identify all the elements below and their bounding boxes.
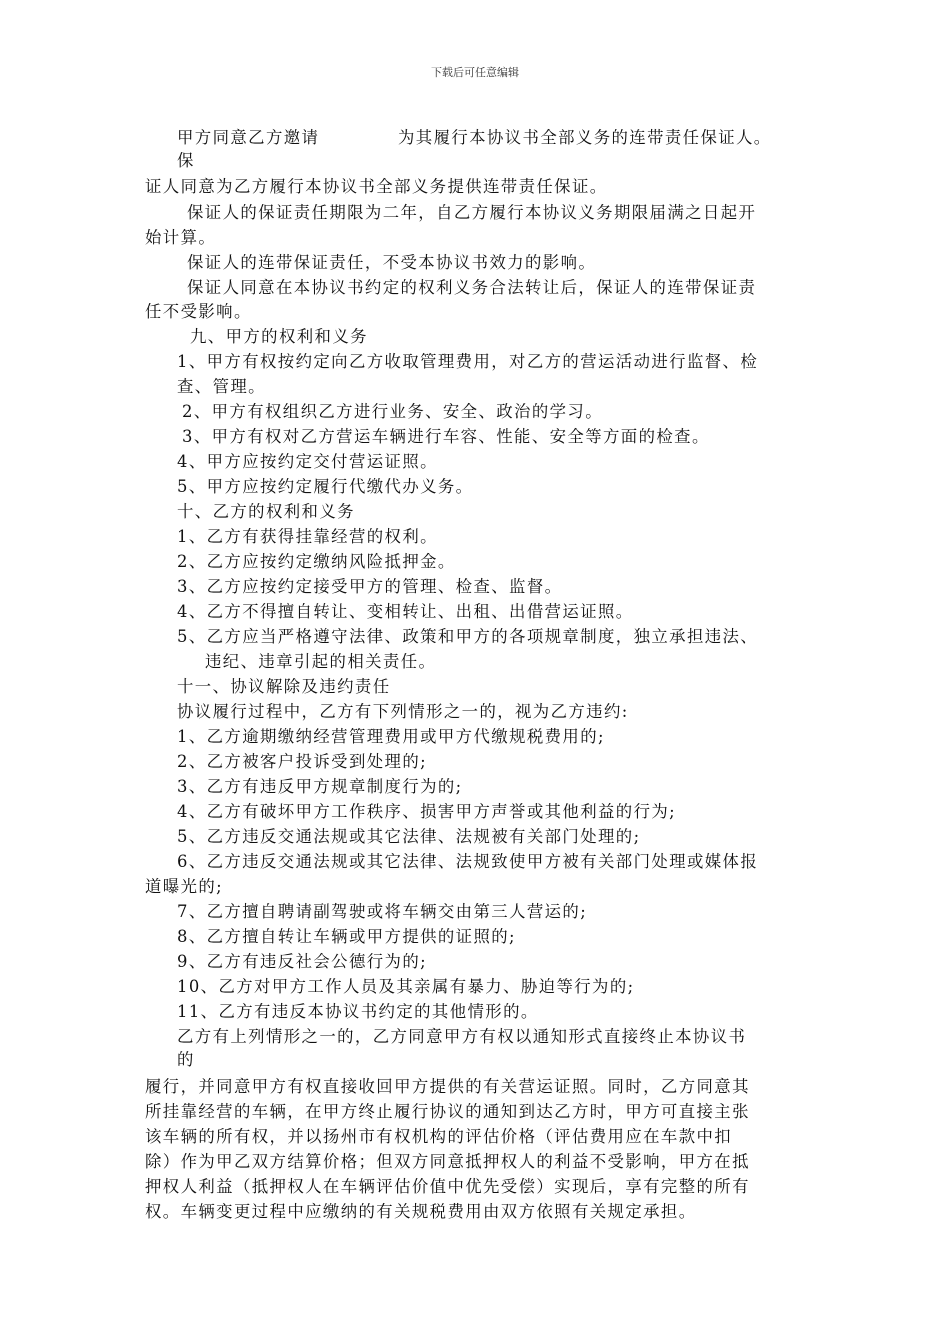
section11-item7: 7、乙方擅自聘请副驾驶或将车辆交由第三人营运的; <box>177 902 588 921</box>
guarantee-p1-cont: 证人同意为乙方履行本协议书全部义务提供连带责任保证。 <box>145 177 608 196</box>
section11-item1: 1、乙方逾期缴纳经营管理费用或甲方代缴规税费用的; <box>177 727 605 746</box>
section11-item6-line1: 6、乙方违反交通法规或其它法律、法规致使甲方被有关部门处理或媒体报 <box>177 852 759 871</box>
section10-item1: 1、乙方有获得挂靠经营的权利。 <box>177 527 438 546</box>
section11-closing-line6: 押权人利益（抵押权人在车辆评估价值中优先受偿）实现后，享有完整的所有 <box>145 1177 750 1196</box>
guarantee-p3: 保证人的连带保证责任，不受本协议书效力的影响。 <box>187 253 597 272</box>
section11-closing-wrap: 的 <box>177 1050 195 1069</box>
section11-title: 十一、协议解除及违约责任 <box>177 677 391 696</box>
section9-item2: 2、甲方有权组织乙方进行业务、安全、政治的学习。 <box>182 402 604 421</box>
section11-closing-line4: 该车辆的所有权，并以扬州市有权机构的评估价格（评估费用应在车款中扣 <box>145 1127 733 1146</box>
section9-item3: 3、甲方有权对乙方营运车辆进行车容、性能、安全等方面的检查。 <box>182 427 710 446</box>
section11-item6-line2: 道曝光的; <box>145 877 224 896</box>
guarantee-p2-line2: 始计算。 <box>145 228 217 247</box>
section10-item2: 2、乙方应按约定缴纳风险抵押金。 <box>177 552 456 571</box>
section11-item3: 3、乙方有违反甲方规章制度行为的; <box>177 777 463 796</box>
section10-title: 十、乙方的权利和义务 <box>177 502 355 521</box>
section9-title: 九、甲方的权利和义务 <box>190 327 368 346</box>
section11-intro: 协议履行过程中，乙方有下列情形之一的，视为乙方违约: <box>177 702 629 721</box>
section9-item1-line1: 1、甲方有权按约定向乙方收取管理费用，对乙方的营运活动进行监督、检 <box>177 352 759 371</box>
section11-closing-line1: 乙方有上列情形之一的，乙方同意甲方有权以通知形式直接终止本协议书 <box>177 1027 747 1046</box>
section11-item9: 9、乙方有违反社会公德行为的; <box>177 952 428 971</box>
guarantee-p4-line1: 保证人同意在本协议书约定的权利义务合法转让后，保证人的连带保证责 <box>187 278 757 297</box>
section11-closing-line3: 所挂靠经营的车辆，在甲方终止履行协议的通知到达乙方时，甲方可直接主张 <box>145 1102 750 1121</box>
section11-item2: 2、乙方被客户投诉受到处理的; <box>177 752 428 771</box>
page-header-note: 下载后可任意编辑 <box>431 66 519 79</box>
guarantee-p1-part2: 为其履行本协议书全部义务的连带责任保证人。 <box>398 128 772 147</box>
section11-item4: 4、乙方有破坏甲方工作秩序、损害甲方声誉或其他利益的行为; <box>177 802 677 821</box>
guarantee-p2-line1: 保证人的保证责任期限为二年，自乙方履行本协议义务期限届满之日起开 <box>187 203 757 222</box>
guarantee-p1-wrap: 保 <box>177 151 195 170</box>
section10-item5-line1: 5、乙方应当严格遵守法律、政策和甲方的各项规章制度，独立承担违法、 <box>177 627 759 646</box>
section10-item4: 4、乙方不得擅自转让、变相转让、出租、出借营运证照。 <box>177 602 634 621</box>
guarantee-p1-part1: 甲方同意乙方邀请 <box>177 128 320 147</box>
section11-item8: 8、乙方擅自转让车辆或甲方提供的证照的; <box>177 927 516 946</box>
section9-item4: 4、甲方应按约定交付营运证照。 <box>177 452 438 471</box>
section11-closing-line7: 权。车辆变更过程中应缴纳的有关规税费用由双方依照有关规定承担。 <box>145 1202 697 1221</box>
section10-item3: 3、乙方应按约定接受甲方的管理、检查、监督。 <box>177 577 563 596</box>
section11-item11: 11、乙方有违反本协议书约定的其他情形的。 <box>177 1002 539 1021</box>
section11-item10: 10、乙方对甲方工作人员及其亲属有暴力、胁迫等行为的; <box>177 977 635 996</box>
section11-closing-line2: 履行，并同意甲方有权直接收回甲方提供的有关营运证照。同时，乙方同意其 <box>145 1077 750 1096</box>
section9-item1-line2: 查、管理。 <box>177 377 266 396</box>
guarantee-p4-line2: 任不受影响。 <box>145 302 252 321</box>
section9-item5: 5、甲方应按约定履行代缴代办义务。 <box>177 477 474 496</box>
section10-item5-line2: 违纪、违章引起的相关责任。 <box>205 652 437 671</box>
section11-closing-line5: 除）作为甲乙双方结算价格；但双方同意抵押权人的利益不受影响，甲方在抵 <box>145 1152 750 1171</box>
section11-item5: 5、乙方违反交通法规或其它法律、法规被有关部门处理的; <box>177 827 641 846</box>
